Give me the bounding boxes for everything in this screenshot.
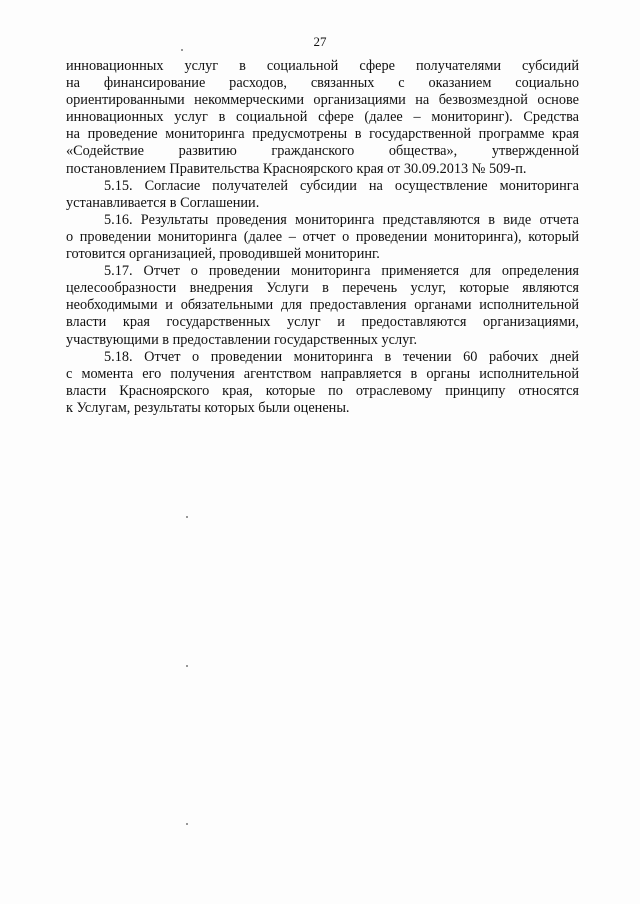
text-line: постановлением Правительства Красноярского края от 30.09.2013 № 509-п.	[66, 160, 527, 177]
paragraph-5-15	[66, 178, 579, 212]
text-line: готовится организацией, проводившей мониторинг.	[66, 246, 380, 263]
text-line: на финансирование расходов, связанных с оказанием социально	[66, 75, 579, 92]
text-line: целесообразности внедрения Услуги в перечень услуг, которые являются	[66, 280, 579, 297]
text-line: к Услугам, результаты которых были оценены.	[66, 399, 350, 416]
paragraph-5-16	[66, 212, 579, 263]
text-line: власти Красноярского края, которые по отраслевому принципу относятся	[66, 382, 579, 399]
text-line: устанавливается в Соглашении.	[66, 194, 260, 211]
paragraph-5-17	[66, 263, 579, 348]
text-line: 5.17. Отчет о проведении мониторинга применяется для определения	[104, 263, 579, 280]
paragraph-intro	[66, 58, 579, 178]
scan-speck	[186, 823, 188, 825]
text-line: участвующими в предоставлении государственных услуг.	[66, 331, 418, 348]
text-line: инновационных услуг в социальной сфере (далее – мониторинг). Средства	[66, 109, 579, 126]
scan-speck	[186, 665, 188, 667]
scan-speck	[181, 49, 183, 51]
text-line: 5.15. Согласие получателей субсидии на осуществление мониторинга	[104, 177, 579, 194]
text-line: с момента его получения агентством направляется в органы исполнительной	[66, 365, 579, 382]
text-line: необходимыми и обязательными для предоставления органами исполнительной	[66, 297, 579, 314]
text-line: о проведении мониторинга (далее – отчет о проведении мониторинга), который	[66, 228, 579, 245]
text-line: 5.16. Результаты проведения мониторинга представляются в виде отчета	[104, 211, 579, 228]
document-body	[66, 58, 579, 417]
text-line: «Содействие развитию гражданского общества», утвержденной	[66, 143, 579, 160]
text-line: ориентированными некоммерческими организациями на безвозмездной основе	[66, 92, 579, 109]
scan-speck	[186, 516, 188, 518]
text-line: инновационных услуг в социальной сфере получателями субсидий	[66, 58, 579, 74]
paragraph-5-18	[66, 349, 579, 417]
text-line: власти края государственных услуг и предоставляются организациями,	[66, 314, 579, 331]
page-number: 27	[313, 34, 327, 49]
text-line: на проведение мониторинга предусмотрены в государственной программе края	[66, 126, 579, 143]
text-line: 5.18. Отчет о проведении мониторинга в течении 60 рабочих дней	[104, 348, 579, 365]
